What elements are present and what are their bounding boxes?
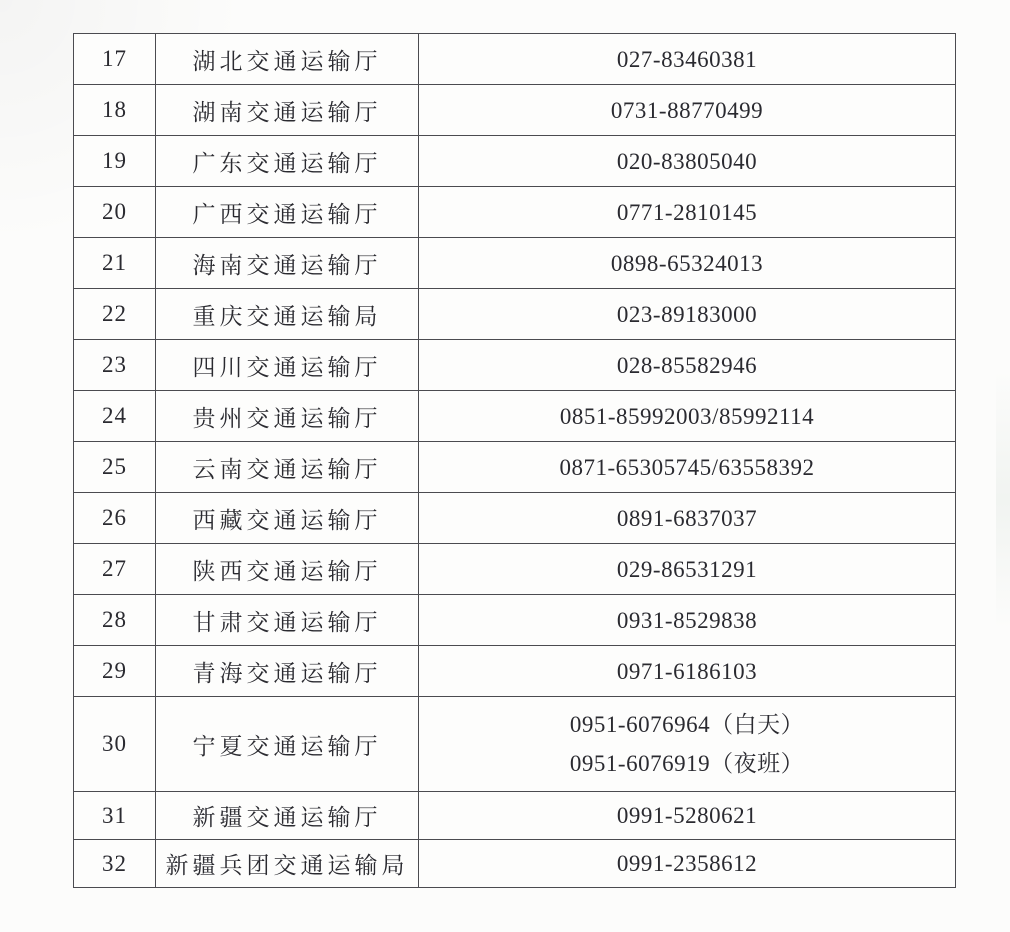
table-row (74, 697, 956, 792)
phone-line: 0771-2810145 (616, 199, 758, 225)
phone-line: 0951-6076964（白天） (569, 712, 805, 737)
phone-number-cell (419, 697, 956, 792)
table-row (74, 646, 956, 697)
phone-number-cell (419, 391, 956, 442)
table-row (74, 289, 956, 340)
row-number-cell: 20 (74, 187, 156, 238)
table-row (74, 493, 956, 544)
department-name-cell: 贵州交通运输厅 (156, 391, 419, 442)
phone-line: 028-85582946 (616, 352, 758, 378)
table-row (74, 544, 956, 595)
row-number-cell: 28 (74, 595, 156, 646)
phone-line: 029-86531291 (616, 556, 758, 582)
department-name-cell: 西藏交通运输厅 (156, 493, 419, 544)
row-number-cell: 26 (74, 493, 156, 544)
phone-number-cell (419, 136, 956, 187)
department-name-cell: 广东交通运输厅 (156, 136, 419, 187)
phone-number-cell (419, 85, 956, 136)
department-name-cell: 四川交通运输厅 (156, 340, 419, 391)
row-number-cell: 31 (74, 792, 156, 840)
department-name-cell: 重庆交通运输局 (156, 289, 419, 340)
phone-line: 0991-5280621 (616, 803, 758, 828)
table-row (74, 792, 956, 840)
contact-table (73, 33, 956, 888)
department-name-cell: 青海交通运输厅 (156, 646, 419, 697)
table-row (74, 34, 956, 85)
department-name-cell: 云南交通运输厅 (156, 442, 419, 493)
department-name-cell: 陕西交通运输厅 (156, 544, 419, 595)
row-number-cell: 23 (74, 340, 156, 391)
phone-line: 020-83805040 (616, 148, 758, 174)
row-number-cell: 17 (74, 34, 156, 85)
table-row (74, 442, 956, 493)
phone-number-cell (419, 442, 956, 493)
table-row (74, 840, 956, 888)
table-row (74, 136, 956, 187)
phone-number-cell (419, 792, 956, 840)
phone-line: 023-89183000 (616, 301, 758, 327)
phone-line: 0898-65324013 (610, 250, 764, 276)
row-number-cell: 18 (74, 85, 156, 136)
phone-line: 0871-65305745/63558392 (559, 454, 815, 480)
phone-line: 0971-6186103 (616, 658, 758, 684)
phone-line: 0931-8529838 (616, 607, 758, 633)
phone-number-cell (419, 289, 956, 340)
scan-smudge-artifact (996, 370, 1010, 630)
phone-number-cell (419, 646, 956, 697)
department-name-cell: 海南交通运输厅 (156, 238, 419, 289)
phone-number-cell (419, 238, 956, 289)
row-number-cell: 30 (74, 697, 156, 792)
contact-table-body (74, 34, 956, 888)
department-name-cell: 甘肃交通运输厅 (156, 595, 419, 646)
row-number-cell: 24 (74, 391, 156, 442)
table-row (74, 187, 956, 238)
phone-line: 0991-2358612 (616, 851, 758, 876)
department-name-cell: 新疆兵团交通运输局 (156, 840, 419, 888)
row-number-cell: 27 (74, 544, 156, 595)
row-number-cell: 25 (74, 442, 156, 493)
phone-line: 027-83460381 (616, 46, 758, 72)
table-row (74, 85, 956, 136)
department-name-cell: 广西交通运输厅 (156, 187, 419, 238)
department-name-cell: 宁夏交通运输厅 (156, 697, 419, 792)
phone-number-cell (419, 544, 956, 595)
table-row (74, 391, 956, 442)
row-number-cell: 21 (74, 238, 156, 289)
department-name-cell: 新疆交通运输厅 (156, 792, 419, 840)
table-row (74, 340, 956, 391)
phone-number-cell (419, 340, 956, 391)
row-number-cell: 29 (74, 646, 156, 697)
row-number-cell: 22 (74, 289, 156, 340)
phone-number-cell (419, 595, 956, 646)
phone-line: 0731-88770499 (610, 97, 764, 123)
phone-number-cell (419, 187, 956, 238)
phone-number-cell (419, 840, 956, 888)
phone-line: 0951-6076919（夜班） (569, 751, 805, 776)
department-name-cell: 湖北交通运输厅 (156, 34, 419, 85)
phone-line: 0851-85992003/85992114 (559, 403, 815, 429)
department-name-cell: 湖南交通运输厅 (156, 85, 419, 136)
row-number-cell: 19 (74, 136, 156, 187)
table-row (74, 595, 956, 646)
table-row (74, 238, 956, 289)
phone-line: 0891-6837037 (616, 505, 758, 531)
row-number-cell: 32 (74, 840, 156, 888)
phone-number-cell (419, 493, 956, 544)
phone-number-cell (419, 34, 956, 85)
